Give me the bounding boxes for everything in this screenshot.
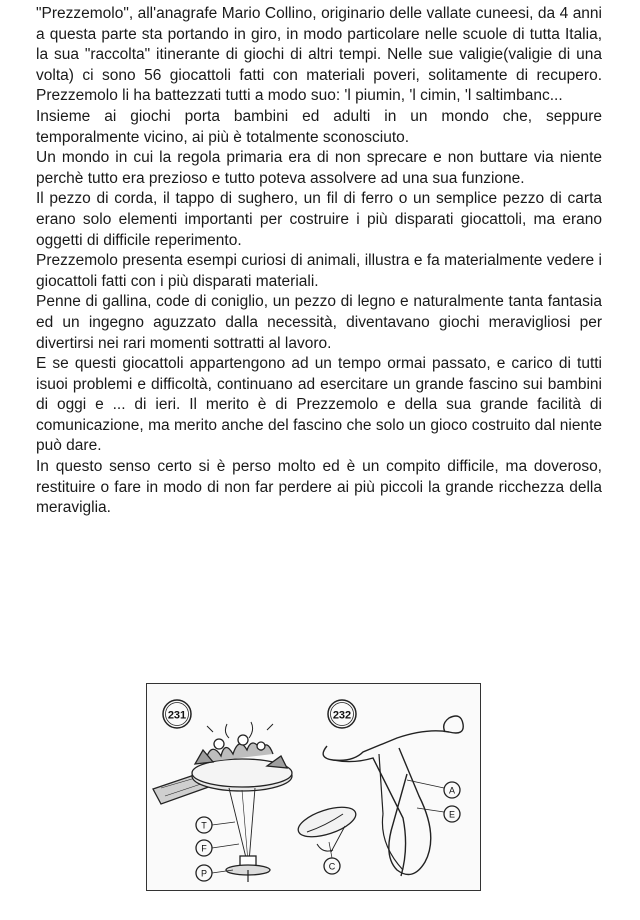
figure-232-number: 232: [332, 709, 352, 722]
toy-drawing-svg: [147, 684, 479, 889]
paragraph-5: Prezzemolo presenta esempi curiosi di animali, illustra e fa materialmente vedere i giocattoli fatti con i più disparati materiali.: [36, 252, 602, 290]
label-t: T: [201, 820, 207, 831]
paragraph-3: Un mondo in cui la regola primaria era di non sprecare e non buttare via niente perchè tutto era prezioso e tutto poteva assolvere ad una sua funzione.: [36, 149, 602, 187]
label-a: A: [448, 785, 456, 796]
label-f: F: [201, 843, 207, 854]
label-e: E: [448, 809, 456, 820]
figure-232-drawing: [295, 700, 463, 876]
figure-231-number: 231: [167, 709, 187, 722]
paragraph-2: Insieme ai giochi porta bambini ed adulti in un mondo che, seppure temporalmente vicino, ai più è totalmente sconosciuto.: [36, 107, 602, 146]
paragraph-1: "Prezzemolo", all'anagrafe Mario Collino, originario delle vallate cuneesi, da 4 anni a questa parte sta portando in giro, in modo particolare nelle scuole di tutta Italia, la sua "raccolta" itinerante di giochi di altri tempi. Nelle sue valigie(valigie di una volta) ci sono 56 giocattoli fatti con materiali poveri, solitamente di recupero. Prezzemolo li ha battezzati tutti a modo suo: 'l piumin, 'l cimin, 'l saltimbanc...: [36, 5, 602, 105]
paragraph-8: In questo senso certo si è perso molto ed è un compito difficile, ma doveroso, restituire o fare in modo di non far perdere ai più piccoli la grande ricchezza della meraviglia.: [36, 458, 602, 517]
paragraph-4: Il pezzo di corda, il tappo di sughero, un fil di ferro o un semplice pezzo di carta erano solo elementi importanti per costruire i più disparati giocattoli, ma erano oggetti di difficile reperimento.: [36, 190, 602, 249]
toy-illustration: [146, 683, 481, 891]
label-p: P: [200, 868, 208, 879]
figure-231-drawing: [153, 700, 292, 882]
article-body: [36, 4, 602, 519]
label-c: C: [328, 861, 336, 872]
paragraph-7: E se questi giocattoli appartengono ad un tempo ormai passato, e carico di tutti isuoi problemi e difficoltà, continuano ad esercitare un grande fascino sui bambini di oggi e ... di ieri. Il merito è di Prezzemolo e della sua grande facilità di comunicazione, ma merito anche del fascino che solo un gioco costruito dal niente può dare.: [36, 355, 602, 455]
paragraph-6: Penne di gallina, code di coniglio, un pezzo di legno e naturalmente tanta fantasia ed un ingegno aguzzato dalla necessità, diventavano giochi meravigliosi per divertirsi nei rari momenti sottratti al lavoro.: [36, 293, 602, 352]
